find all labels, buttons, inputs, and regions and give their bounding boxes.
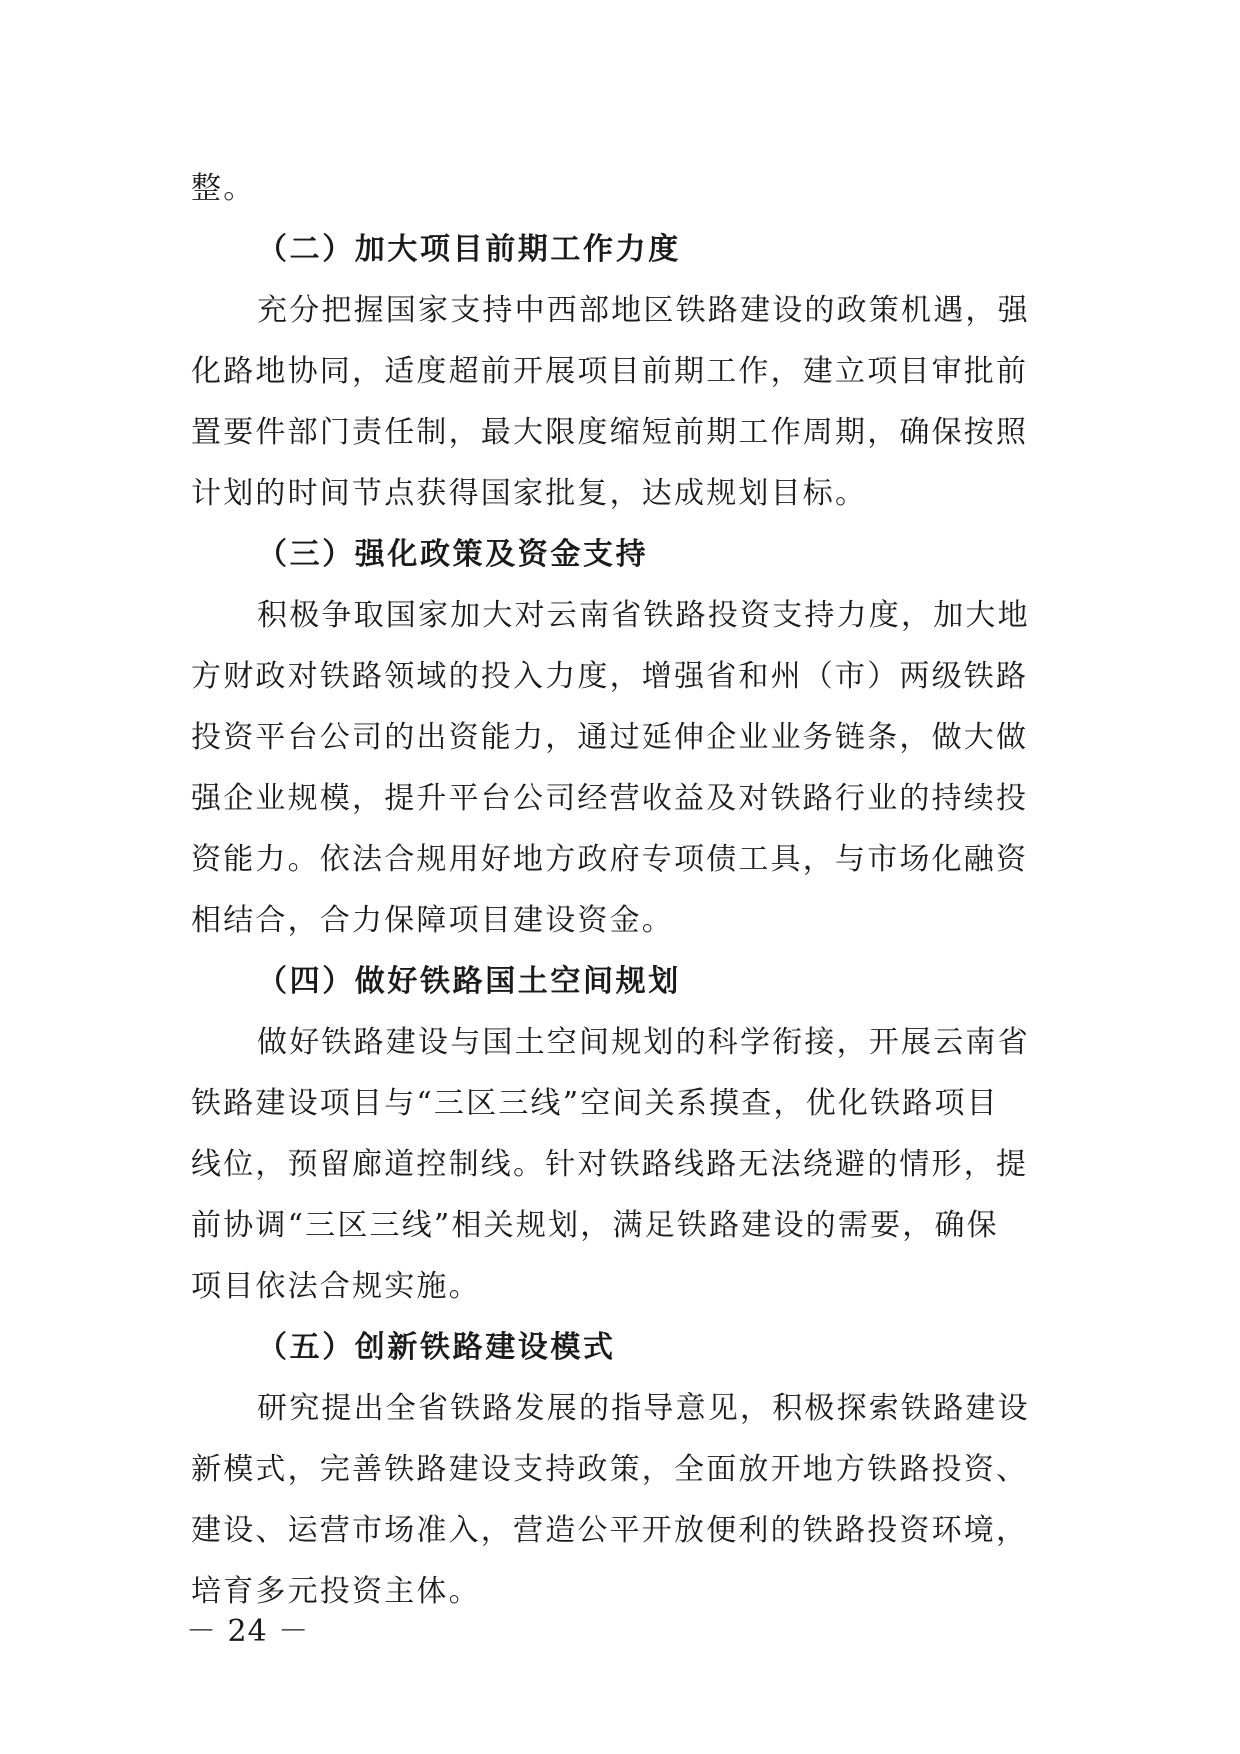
page-number: － 24 － <box>186 1614 310 1649</box>
paragraph-line: 化路地协同，适度超前开展项目前期工作，建立项目审批前 <box>191 354 1029 389</box>
section-heading: （二）加大项目前期工作力度 <box>257 232 681 267</box>
paragraph-line: 培育多元投资主体。 <box>191 1574 481 1609</box>
paragraph-line: 相结合，合力保障项目建设资金。 <box>191 903 674 938</box>
paragraph-line: 置要件部门责任制，最大限度缩短前期工作周期，确保按照 <box>191 415 1029 450</box>
paragraph-line: 充分把握国家支持中西部地区铁路建设的政策机遇，强 <box>257 293 1030 328</box>
section-heading: （三）强化政策及资金支持 <box>257 537 649 572</box>
paragraph-line: 建设、运营市场准入，营造公平开放便利的铁路投资环境， <box>191 1513 1029 1548</box>
text-line: 整。 <box>191 171 256 206</box>
section-heading: （五）创新铁路建设模式 <box>257 1330 616 1365</box>
paragraph-line: 计划的时间节点获得国家批复，达成规划目标。 <box>191 476 868 511</box>
paragraph-line: 积极争取国家加大对云南省铁路投资支持力度，加大地 <box>257 598 1030 633</box>
paragraph-line: 铁路建设项目与“三区三线”空间关系摸查，优化铁路项目 <box>191 1086 999 1121</box>
section-heading: （四）做好铁路国土空间规划 <box>257 964 681 999</box>
paragraph-line: 投资平台公司的出资能力，通过延伸企业业务链条，做大做 <box>191 720 1029 755</box>
paragraph-line: 项目依法合规实施。 <box>191 1269 481 1304</box>
paragraph-line: 方财政对铁路领域的投入力度，增强省和州（市）两级铁路 <box>191 659 1029 694</box>
paragraph-line: 线位，预留廊道控制线。针对铁路线路无法绕避的情形，提 <box>191 1147 1029 1182</box>
paragraph-line: 强企业规模，提升平台公司经营收益及对铁路行业的持续投 <box>191 781 1029 816</box>
paragraph-line: 做好铁路建设与国土空间规划的科学衔接，开展云南省 <box>257 1025 1030 1060</box>
paragraph-line: 研究提出全省铁路发展的指导意见，积极探索铁路建设 <box>257 1391 1030 1426</box>
paragraph-line: 资能力。依法合规用好地方政府专项债工具，与市场化融资 <box>191 842 1029 877</box>
paragraph-line: 前协调“三区三线”相关规划，满足铁路建设的需要，确保 <box>191 1208 999 1243</box>
document-body <box>191 158 1055 1622</box>
paragraph-line: 新模式，完善铁路建设支持政策，全面放开地方铁路投资、 <box>191 1452 1029 1487</box>
